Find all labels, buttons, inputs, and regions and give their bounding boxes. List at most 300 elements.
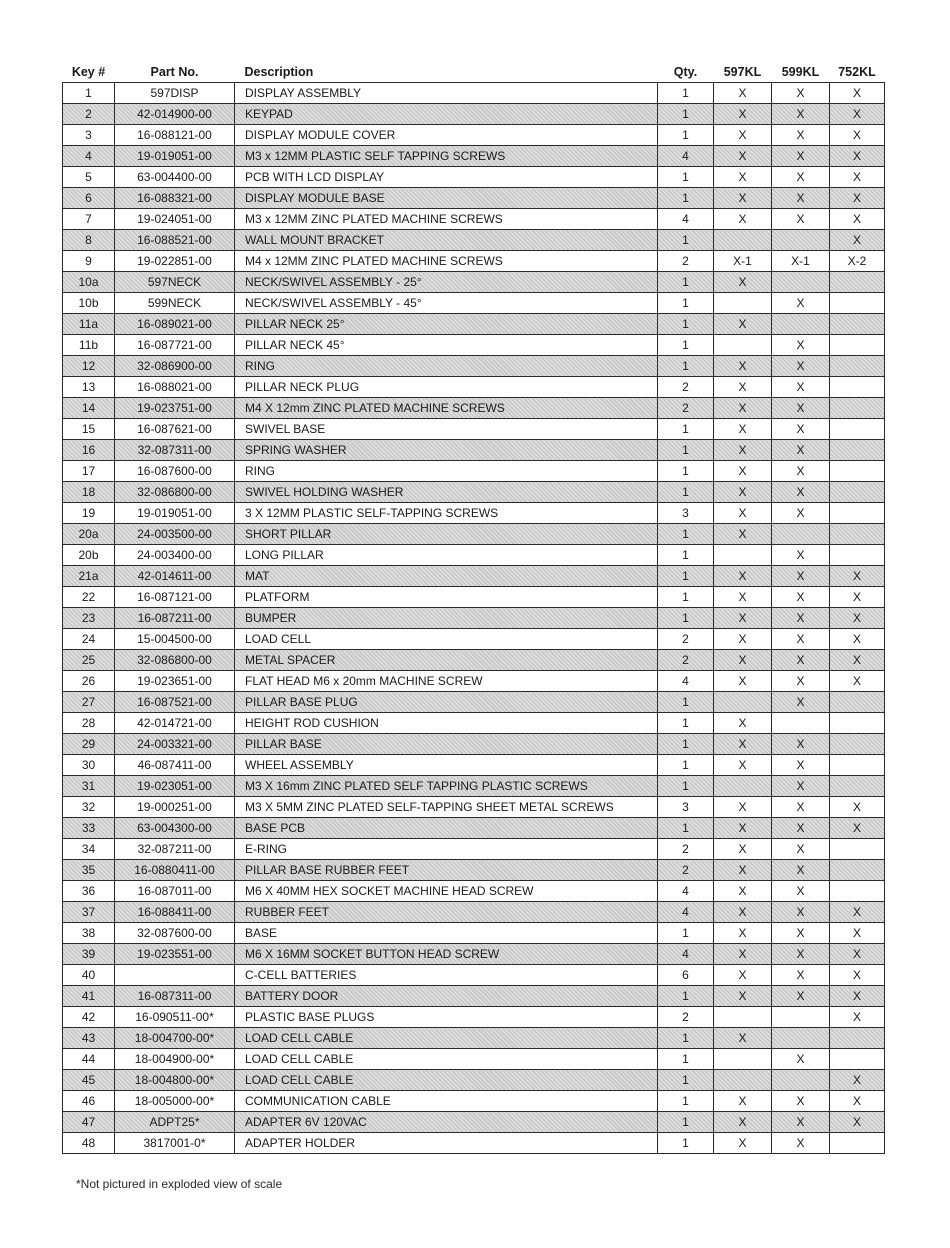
model-752kl-cell bbox=[830, 272, 885, 293]
part-no-cell: ADPT25* bbox=[115, 1112, 235, 1133]
table-row bbox=[63, 1133, 885, 1154]
part-no-cell: 16-087521-00 bbox=[115, 692, 235, 713]
qty-cell: 1 bbox=[658, 566, 714, 587]
description-cell: ADAPTER 6V 120VAC bbox=[235, 1112, 658, 1133]
qty-cell: 1 bbox=[658, 272, 714, 293]
model-599kl-cell: X bbox=[772, 1049, 830, 1070]
key-cell: 36 bbox=[63, 881, 115, 902]
qty-cell: 1 bbox=[658, 482, 714, 503]
model-752kl-cell: X bbox=[830, 1112, 885, 1133]
model-599kl-cell: X bbox=[772, 965, 830, 986]
model-597kl-cell: X-1 bbox=[714, 251, 772, 272]
model-752kl-cell bbox=[830, 839, 885, 860]
model-752kl-cell: X bbox=[830, 566, 885, 587]
header-qty: Qty. bbox=[673, 65, 698, 79]
part-no-cell bbox=[115, 965, 235, 986]
key-cell: 47 bbox=[63, 1112, 115, 1133]
model-597kl-cell bbox=[714, 692, 772, 713]
description-cell: C-CELL BATTERIES bbox=[235, 965, 658, 986]
part-no-cell: 16-090511-00* bbox=[115, 1007, 235, 1028]
model-752kl-cell: X bbox=[830, 986, 885, 1007]
model-599kl-cell bbox=[772, 1007, 830, 1028]
part-no-cell: 18-004900-00* bbox=[115, 1049, 235, 1070]
model-597kl-cell: X bbox=[714, 566, 772, 587]
qty-cell: 1 bbox=[658, 104, 714, 125]
model-597kl-cell: X bbox=[714, 188, 772, 209]
part-no-cell: 16-0880411-00 bbox=[115, 860, 235, 881]
table-row bbox=[63, 482, 885, 503]
part-no-cell: 19-023651-00 bbox=[115, 671, 235, 692]
model-752kl-cell bbox=[830, 524, 885, 545]
parts-table-body bbox=[63, 83, 885, 1154]
key-cell: 18 bbox=[63, 482, 115, 503]
qty-cell: 1 bbox=[658, 188, 714, 209]
key-cell: 45 bbox=[63, 1070, 115, 1091]
qty-cell: 1 bbox=[658, 776, 714, 797]
model-597kl-cell: X bbox=[714, 125, 772, 146]
part-no-cell: 16-088121-00 bbox=[115, 125, 235, 146]
part-no-cell: 63-004300-00 bbox=[115, 818, 235, 839]
model-752kl-cell bbox=[830, 335, 885, 356]
part-no-cell: 16-087721-00 bbox=[115, 335, 235, 356]
model-752kl-cell bbox=[830, 881, 885, 902]
part-no-cell: 16-087311-00 bbox=[115, 986, 235, 1007]
qty-cell: 1 bbox=[658, 986, 714, 1007]
qty-cell: 1 bbox=[658, 335, 714, 356]
model-599kl-cell: X bbox=[772, 902, 830, 923]
part-no-cell: 16-087211-00 bbox=[115, 608, 235, 629]
key-cell: 46 bbox=[63, 1091, 115, 1112]
description-cell: PILLAR NECK 25° bbox=[235, 314, 658, 335]
qty-cell: 1 bbox=[658, 545, 714, 566]
qty-cell: 4 bbox=[658, 902, 714, 923]
model-752kl-cell bbox=[830, 1049, 885, 1070]
model-599kl-cell bbox=[772, 314, 830, 335]
part-no-cell: 19-019051-00 bbox=[115, 146, 235, 167]
part-no-cell: 16-087600-00 bbox=[115, 461, 235, 482]
part-no-cell: 19-024051-00 bbox=[115, 209, 235, 230]
model-599kl-cell: X bbox=[772, 776, 830, 797]
description-cell: NECK/SWIVEL ASSEMBLY - 45° bbox=[235, 293, 658, 314]
model-597kl-cell: X bbox=[714, 1133, 772, 1154]
part-no-cell: 42-014900-00 bbox=[115, 104, 235, 125]
description-cell: LOAD CELL bbox=[235, 629, 658, 650]
key-cell: 10b bbox=[63, 293, 115, 314]
description-cell: DISPLAY MODULE BASE bbox=[235, 188, 658, 209]
part-no-cell: 32-086800-00 bbox=[115, 650, 235, 671]
qty-cell: 2 bbox=[658, 377, 714, 398]
model-597kl-cell: X bbox=[714, 83, 772, 104]
model-597kl-cell: X bbox=[714, 755, 772, 776]
model-752kl-cell: X bbox=[830, 797, 885, 818]
part-no-cell: 32-086900-00 bbox=[115, 356, 235, 377]
model-597kl-cell bbox=[714, 1070, 772, 1091]
key-cell: 16 bbox=[63, 440, 115, 461]
table-row bbox=[63, 419, 885, 440]
model-752kl-cell: X bbox=[830, 209, 885, 230]
model-597kl-cell: X bbox=[714, 377, 772, 398]
part-no-cell: 24-003321-00 bbox=[115, 734, 235, 755]
model-599kl-cell: X bbox=[772, 734, 830, 755]
key-cell: 26 bbox=[63, 671, 115, 692]
table-row bbox=[63, 839, 885, 860]
qty-cell: 2 bbox=[658, 839, 714, 860]
model-752kl-cell bbox=[830, 503, 885, 524]
part-no-cell: 19-023551-00 bbox=[115, 944, 235, 965]
model-599kl-cell: X bbox=[772, 377, 830, 398]
model-597kl-cell: X bbox=[714, 419, 772, 440]
model-597kl-cell: X bbox=[714, 167, 772, 188]
key-cell: 3 bbox=[63, 125, 115, 146]
model-597kl-cell: X bbox=[714, 587, 772, 608]
part-no-cell: 18-005000-00* bbox=[115, 1091, 235, 1112]
model-597kl-cell: X bbox=[714, 356, 772, 377]
model-752kl-cell: X bbox=[830, 629, 885, 650]
part-no-cell: 63-004400-00 bbox=[115, 167, 235, 188]
qty-cell: 1 bbox=[658, 356, 714, 377]
qty-cell: 1 bbox=[658, 734, 714, 755]
model-599kl-cell bbox=[772, 713, 830, 734]
key-cell: 28 bbox=[63, 713, 115, 734]
description-cell: LONG PILLAR bbox=[235, 545, 658, 566]
model-752kl-cell: X bbox=[830, 125, 885, 146]
part-no-cell: 16-088021-00 bbox=[115, 377, 235, 398]
qty-cell: 1 bbox=[658, 1091, 714, 1112]
table-row bbox=[63, 104, 885, 125]
qty-cell: 4 bbox=[658, 146, 714, 167]
table-row bbox=[63, 797, 885, 818]
model-599kl-cell bbox=[772, 272, 830, 293]
header-599kl: 599KL bbox=[781, 65, 820, 79]
description-cell: M3 X 5MM ZINC PLATED SELF-TAPPING SHEET METAL SCREWS bbox=[235, 797, 658, 818]
qty-cell: 1 bbox=[658, 293, 714, 314]
qty-cell: 1 bbox=[658, 1112, 714, 1133]
table-row bbox=[63, 1091, 885, 1112]
description-cell: PILLAR BASE RUBBER FEET bbox=[235, 860, 658, 881]
model-599kl-cell: X bbox=[772, 566, 830, 587]
part-no-cell: 597DISP bbox=[115, 83, 235, 104]
key-cell: 7 bbox=[63, 209, 115, 230]
model-599kl-cell: X bbox=[772, 125, 830, 146]
part-no-cell: 32-086800-00 bbox=[115, 482, 235, 503]
description-cell: SWIVEL HOLDING WASHER bbox=[235, 482, 658, 503]
model-597kl-cell: X bbox=[714, 1091, 772, 1112]
key-cell: 21a bbox=[63, 566, 115, 587]
model-597kl-cell: X bbox=[714, 104, 772, 125]
model-752kl-cell bbox=[830, 419, 885, 440]
model-752kl-cell bbox=[830, 356, 885, 377]
header-part-no: Part No. bbox=[150, 65, 199, 79]
table-row bbox=[63, 881, 885, 902]
part-no-cell: 599NECK bbox=[115, 293, 235, 314]
description-cell: PILLAR BASE bbox=[235, 734, 658, 755]
key-cell: 5 bbox=[63, 167, 115, 188]
description-cell: LOAD CELL CABLE bbox=[235, 1049, 658, 1070]
header-description: Description bbox=[244, 65, 314, 79]
model-752kl-cell bbox=[830, 440, 885, 461]
key-cell: 44 bbox=[63, 1049, 115, 1070]
qty-cell: 1 bbox=[658, 1070, 714, 1091]
description-cell: COMMUNICATION CABLE bbox=[235, 1091, 658, 1112]
description-cell: RUBBER FEET bbox=[235, 902, 658, 923]
model-597kl-cell: X bbox=[714, 503, 772, 524]
model-599kl-cell: X bbox=[772, 608, 830, 629]
model-599kl-cell: X bbox=[772, 650, 830, 671]
key-cell: 22 bbox=[63, 587, 115, 608]
key-cell: 1 bbox=[63, 83, 115, 104]
part-no-cell: 19-019051-00 bbox=[115, 503, 235, 524]
table-row bbox=[63, 209, 885, 230]
model-597kl-cell: X bbox=[714, 314, 772, 335]
table-row bbox=[63, 692, 885, 713]
header-597kl: 597KL bbox=[723, 65, 762, 79]
model-752kl-cell bbox=[830, 692, 885, 713]
model-599kl-cell bbox=[772, 1028, 830, 1049]
part-no-cell: 16-088521-00 bbox=[115, 230, 235, 251]
table-row bbox=[63, 944, 885, 965]
model-752kl-cell: X bbox=[830, 902, 885, 923]
model-599kl-cell: X bbox=[772, 209, 830, 230]
model-597kl-cell: X bbox=[714, 881, 772, 902]
model-597kl-cell: X bbox=[714, 902, 772, 923]
table-row bbox=[63, 902, 885, 923]
model-599kl-cell: X bbox=[772, 923, 830, 944]
table-row bbox=[63, 1112, 885, 1133]
table-row bbox=[63, 629, 885, 650]
model-752kl-cell bbox=[830, 713, 885, 734]
model-597kl-cell: X bbox=[714, 965, 772, 986]
part-no-cell: 46-087411-00 bbox=[115, 755, 235, 776]
qty-cell: 2 bbox=[658, 1007, 714, 1028]
table-row bbox=[63, 671, 885, 692]
key-cell: 37 bbox=[63, 902, 115, 923]
description-cell: BATTERY DOOR bbox=[235, 986, 658, 1007]
qty-cell: 2 bbox=[658, 251, 714, 272]
qty-cell: 4 bbox=[658, 881, 714, 902]
model-599kl-cell: X bbox=[772, 1133, 830, 1154]
qty-cell: 1 bbox=[658, 125, 714, 146]
model-752kl-cell: X bbox=[830, 650, 885, 671]
model-599kl-cell: X bbox=[772, 335, 830, 356]
model-599kl-cell: X bbox=[772, 671, 830, 692]
model-597kl-cell: X bbox=[714, 650, 772, 671]
table-row bbox=[63, 734, 885, 755]
model-599kl-cell: X bbox=[772, 482, 830, 503]
part-no-cell: 19-000251-00 bbox=[115, 797, 235, 818]
qty-cell: 4 bbox=[658, 209, 714, 230]
table-row bbox=[63, 587, 885, 608]
table-row bbox=[63, 125, 885, 146]
part-no-cell: 16-088411-00 bbox=[115, 902, 235, 923]
model-597kl-cell: X bbox=[714, 146, 772, 167]
qty-cell: 1 bbox=[658, 167, 714, 188]
model-599kl-cell: X bbox=[772, 692, 830, 713]
key-cell: 4 bbox=[63, 146, 115, 167]
model-752kl-cell: X bbox=[830, 587, 885, 608]
model-597kl-cell: X bbox=[714, 482, 772, 503]
description-cell: M3 X 16mm ZINC PLATED SELF TAPPING PLASTIC SCREWS bbox=[235, 776, 658, 797]
model-597kl-cell: X bbox=[714, 860, 772, 881]
qty-cell: 4 bbox=[658, 671, 714, 692]
qty-cell: 1 bbox=[658, 1049, 714, 1070]
model-597kl-cell: X bbox=[714, 461, 772, 482]
key-cell: 20b bbox=[63, 545, 115, 566]
description-cell: LOAD CELL CABLE bbox=[235, 1070, 658, 1091]
description-cell: DISPLAY ASSEMBLY bbox=[235, 83, 658, 104]
model-599kl-cell: X bbox=[772, 986, 830, 1007]
parts-table bbox=[62, 55, 885, 1154]
model-597kl-cell: X bbox=[714, 209, 772, 230]
model-597kl-cell bbox=[714, 230, 772, 251]
key-cell: 14 bbox=[63, 398, 115, 419]
description-cell: M6 X 16MM SOCKET BUTTON HEAD SCREW bbox=[235, 944, 658, 965]
table-row bbox=[63, 1007, 885, 1028]
key-cell: 23 bbox=[63, 608, 115, 629]
model-599kl-cell: X bbox=[772, 356, 830, 377]
footnote: *Not pictured in exploded view of scale bbox=[76, 1177, 283, 1191]
model-597kl-cell: X bbox=[714, 923, 772, 944]
model-599kl-cell: X bbox=[772, 1091, 830, 1112]
table-row bbox=[63, 230, 885, 251]
key-cell: 39 bbox=[63, 944, 115, 965]
model-597kl-cell: X bbox=[714, 671, 772, 692]
description-cell: LOAD CELL CABLE bbox=[235, 1028, 658, 1049]
table-row bbox=[63, 713, 885, 734]
table-row bbox=[63, 314, 885, 335]
model-599kl-cell: X bbox=[772, 944, 830, 965]
key-cell: 33 bbox=[63, 818, 115, 839]
model-597kl-cell bbox=[714, 1007, 772, 1028]
qty-cell: 1 bbox=[658, 755, 714, 776]
description-cell: FLAT HEAD M6 x 20mm MACHINE SCREW bbox=[235, 671, 658, 692]
model-752kl-cell: X bbox=[830, 83, 885, 104]
table-row bbox=[63, 650, 885, 671]
model-599kl-cell: X bbox=[772, 881, 830, 902]
table-row bbox=[63, 923, 885, 944]
key-cell: 42 bbox=[63, 1007, 115, 1028]
qty-cell: 2 bbox=[658, 860, 714, 881]
table-row bbox=[63, 188, 885, 209]
table-row bbox=[63, 755, 885, 776]
table-row bbox=[63, 461, 885, 482]
part-no-cell: 597NECK bbox=[115, 272, 235, 293]
qty-cell: 2 bbox=[658, 650, 714, 671]
table-row bbox=[63, 356, 885, 377]
table-row bbox=[63, 146, 885, 167]
model-599kl-cell: X bbox=[772, 1112, 830, 1133]
description-cell: MAT bbox=[235, 566, 658, 587]
part-no-cell: 16-087121-00 bbox=[115, 587, 235, 608]
model-599kl-cell: X bbox=[772, 503, 830, 524]
model-752kl-cell bbox=[830, 398, 885, 419]
table-row bbox=[63, 293, 885, 314]
description-cell: M6 X 40MM HEX SOCKET MACHINE HEAD SCREW bbox=[235, 881, 658, 902]
model-597kl-cell: X bbox=[714, 272, 772, 293]
key-cell: 31 bbox=[63, 776, 115, 797]
description-cell: METAL SPACER bbox=[235, 650, 658, 671]
model-752kl-cell bbox=[830, 461, 885, 482]
model-752kl-cell bbox=[830, 1028, 885, 1049]
part-no-cell: 15-004500-00 bbox=[115, 629, 235, 650]
description-cell: M3 x 12MM PLASTIC SELF TAPPING SCREWS bbox=[235, 146, 658, 167]
qty-cell: 1 bbox=[658, 923, 714, 944]
model-752kl-cell bbox=[830, 293, 885, 314]
part-no-cell: 16-087621-00 bbox=[115, 419, 235, 440]
qty-cell: 1 bbox=[658, 524, 714, 545]
model-597kl-cell bbox=[714, 1049, 772, 1070]
model-597kl-cell: X bbox=[714, 629, 772, 650]
key-cell: 17 bbox=[63, 461, 115, 482]
qty-cell: 1 bbox=[658, 692, 714, 713]
header-752kl: 752KL bbox=[838, 65, 876, 79]
table-row bbox=[63, 398, 885, 419]
model-597kl-cell: X bbox=[714, 440, 772, 461]
model-599kl-cell: X bbox=[772, 818, 830, 839]
model-599kl-cell: X bbox=[772, 797, 830, 818]
key-cell: 8 bbox=[63, 230, 115, 251]
key-cell: 30 bbox=[63, 755, 115, 776]
part-no-cell: 32-087311-00 bbox=[115, 440, 235, 461]
table-row bbox=[63, 860, 885, 881]
description-cell: PLATFORM bbox=[235, 587, 658, 608]
part-no-cell: 16-088321-00 bbox=[115, 188, 235, 209]
table-row bbox=[63, 377, 885, 398]
key-cell: 11a bbox=[63, 314, 115, 335]
description-cell: M4 x 12MM ZINC PLATED MACHINE SCREWS bbox=[235, 251, 658, 272]
table-row bbox=[63, 1028, 885, 1049]
model-597kl-cell bbox=[714, 776, 772, 797]
key-cell: 11b bbox=[63, 335, 115, 356]
model-599kl-cell: X bbox=[772, 587, 830, 608]
model-597kl-cell bbox=[714, 293, 772, 314]
model-752kl-cell: X bbox=[830, 188, 885, 209]
description-cell: DISPLAY MODULE COVER bbox=[235, 125, 658, 146]
description-cell: PILLAR BASE PLUG bbox=[235, 692, 658, 713]
qty-cell: 1 bbox=[658, 608, 714, 629]
model-752kl-cell: X-2 bbox=[830, 251, 885, 272]
model-752kl-cell: X bbox=[830, 944, 885, 965]
model-597kl-cell: X bbox=[714, 1112, 772, 1133]
model-597kl-cell: X bbox=[714, 839, 772, 860]
table-row bbox=[63, 167, 885, 188]
key-cell: 40 bbox=[63, 965, 115, 986]
part-no-cell: 3817001-0* bbox=[115, 1133, 235, 1154]
table-row bbox=[63, 335, 885, 356]
header-key: Key # bbox=[71, 65, 106, 79]
model-599kl-cell: X bbox=[772, 440, 830, 461]
qty-cell: 1 bbox=[658, 587, 714, 608]
model-752kl-cell bbox=[830, 377, 885, 398]
model-599kl-cell: X bbox=[772, 146, 830, 167]
description-cell: SWIVEL BASE bbox=[235, 419, 658, 440]
model-597kl-cell: X bbox=[714, 734, 772, 755]
qty-cell: 3 bbox=[658, 797, 714, 818]
model-599kl-cell: X bbox=[772, 860, 830, 881]
key-cell: 38 bbox=[63, 923, 115, 944]
model-599kl-cell: X bbox=[772, 755, 830, 776]
description-cell: WALL MOUNT BRACKET bbox=[235, 230, 658, 251]
table-row bbox=[63, 251, 885, 272]
model-752kl-cell: X bbox=[830, 1007, 885, 1028]
model-752kl-cell bbox=[830, 545, 885, 566]
qty-cell: 6 bbox=[658, 965, 714, 986]
model-752kl-cell: X bbox=[830, 167, 885, 188]
model-599kl-cell: X bbox=[772, 293, 830, 314]
table-row bbox=[63, 776, 885, 797]
qty-cell: 1 bbox=[658, 419, 714, 440]
model-752kl-cell: X bbox=[830, 1091, 885, 1112]
table-row bbox=[63, 545, 885, 566]
